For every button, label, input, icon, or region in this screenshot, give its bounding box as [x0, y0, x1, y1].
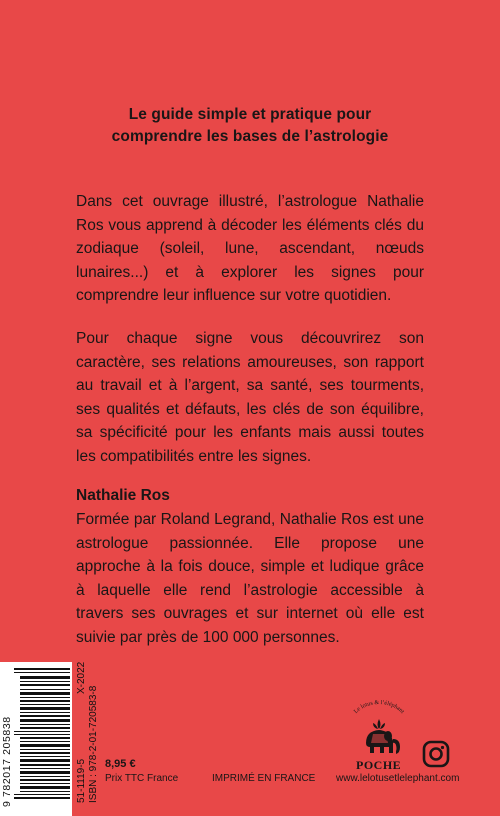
- isbn-number: ISBN : 978-2-01-720583-8: [88, 685, 99, 803]
- author-name: Nathalie Ros: [76, 487, 170, 504]
- book-code-x: X-2022: [76, 661, 87, 694]
- printed-in-label: IMPRIMÉ EN FRANCE: [212, 773, 316, 784]
- publisher-website-link[interactable]: www.lelotusetlelephant.com: [336, 773, 460, 784]
- subtitle-line-2: comprendre les bases de l’astrologie: [111, 128, 389, 145]
- barcode-digits: 9 782017 205838: [1, 716, 13, 807]
- author-bio: Formée par Roland Legrand, Nathalie Ros est une astrologue passionnée. Elle propose une approche à la fois douce, simple et ludique grâce à laquelle elle rend l’astrologie accessible à travers ses ouvrages et sur internet où elle est suivie par près de 100 000 personnes.: [76, 511, 424, 646]
- price-label: Prix TTC France: [105, 773, 179, 784]
- book-code: 51-1119-5: [76, 758, 87, 803]
- description-paragraph-1: Dans cet ouvrage illustré, l’astrologue Nathalie Ros vous apprend à décoder les éléments clés du zodiaque (soleil, lune, ascendant, nœuds lunaires...) et à explorer les signes pour comprendre leur influence sur votre quotidien.: [76, 193, 424, 305]
- subtitle-line-1: Le guide simple et pratique pour: [128, 106, 372, 123]
- instagram-icon[interactable]: [422, 740, 450, 768]
- description-paragraph-2: Pour chaque signe vous découvrirez son caractère, ses relations amoureuses, son rapport au travail et à l’argent, sa santé, ses tourments, ses qualités et défauts, les clés de son équilibre, sa spécificité pour les enfants mais aussi toutes les compatibilités entre les signes.: [76, 330, 424, 465]
- collection-label: POCHE: [356, 758, 402, 772]
- price: 8,95 €: [105, 758, 136, 770]
- back-cover-subtitle: [0, 104, 500, 148]
- publisher-arc-label: Le lotus & l’éléphant: [353, 700, 406, 715]
